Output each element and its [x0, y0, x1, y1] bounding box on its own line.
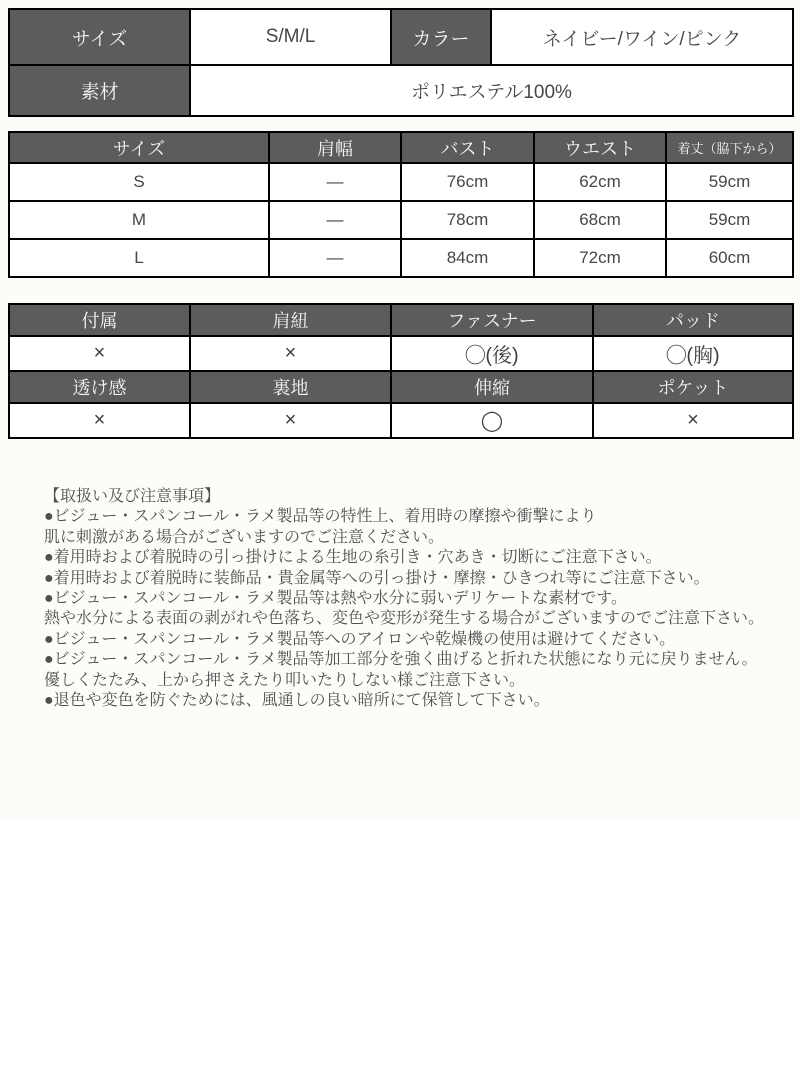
notes-line: ●ビジュー・スパンコール・ラメ製品等加工部分を強く曲げると折れた状態になり元に戻りません。 [44, 651, 758, 669]
bust-cell: 84cm [401, 239, 534, 277]
care-notes-title: 【取扱い及び注意事項】 [44, 488, 221, 505]
size-measurement-table [8, 131, 794, 278]
spec-summary-table [8, 8, 794, 117]
table-row [9, 304, 793, 336]
shoulder-strap-header: 肩紐 [190, 304, 391, 336]
bust-cell: 78cm [401, 201, 534, 239]
size-col-header: サイズ [9, 132, 269, 163]
feature-table [8, 303, 794, 439]
notes-line: ●ビジュー・スパンコール・ラメ製品等へのアイロンや乾燥機の使用は避けてください。 [44, 630, 676, 648]
notes-line: ●退色や変色を防ぐためには、風通しの良い暗所にて保管して下さい。 [44, 692, 550, 710]
length-cell: 59cm [666, 163, 793, 201]
spec-size-value: S/M/L [190, 9, 391, 65]
shoulder-col-header: 肩幅 [269, 132, 401, 163]
notes-line: ●着用時および着脱時に装飾品・貴金属等への引っ掛け・摩擦・ひきつれ等にご注意下さい。 [44, 569, 710, 587]
spec-color-label: カラー [391, 9, 491, 65]
sheerness-value: × [9, 403, 190, 438]
fastener-header: ファスナー [391, 304, 593, 336]
notes-line: 肌に刺激がある場合がございますのでご注意ください。 [44, 528, 445, 546]
spec-size-label: サイズ [9, 9, 190, 65]
notes-line: ●着用時および着脱時の引っ掛けによる生地の糸引き・穴あき・切断にご注意下さい。 [44, 549, 662, 567]
attachment-value: × [9, 336, 190, 371]
spec-color-value: ネイビー/ワイン/ピンク [491, 9, 793, 65]
shoulder-cell: ― [269, 163, 401, 201]
waist-cell: 62cm [534, 163, 666, 201]
size-cell: L [9, 239, 269, 277]
shoulder-cell: ― [269, 201, 401, 239]
stretch-value: ◯ [391, 403, 593, 438]
table-row [9, 239, 793, 277]
table-row [9, 336, 793, 371]
notes-line: ●ビジュー・スパンコール・ラメ製品等の特性上、着用時の摩擦や衝撃により [44, 508, 597, 526]
pad-value: ◯(胸) [593, 336, 793, 371]
care-notes [44, 487, 796, 711]
pocket-header: ポケット [593, 371, 793, 403]
table-row [9, 403, 793, 438]
fastener-value: ◯(後) [391, 336, 593, 371]
length-cell: 60cm [666, 239, 793, 277]
bust-col-header: バスト [401, 132, 534, 163]
size-cell: S [9, 163, 269, 201]
length-col-header: 着丈（脇下から） [666, 132, 793, 163]
pad-header: パッド [593, 304, 793, 336]
pocket-value: × [593, 403, 793, 438]
lining-header: 裏地 [190, 371, 391, 403]
length-cell: 59cm [666, 201, 793, 239]
bust-cell: 76cm [401, 163, 534, 201]
shoulder-cell: ― [269, 239, 401, 277]
sheerness-header: 透け感 [9, 371, 190, 403]
waist-cell: 68cm [534, 201, 666, 239]
table-row [9, 163, 793, 201]
shoulder-strap-value: × [190, 336, 391, 371]
table-row [9, 201, 793, 239]
stretch-header: 伸縮 [391, 371, 593, 403]
lining-value: × [190, 403, 391, 438]
table-row [9, 371, 793, 403]
size-cell: M [9, 201, 269, 239]
waist-cell: 72cm [534, 239, 666, 277]
attachment-header: 付属 [9, 304, 190, 336]
notes-line: 熱や水分による表面の剥がれや色落ち、変色や変形が発生する場合がございますのでご注意下さい。 [44, 610, 765, 628]
spec-material-label: 素材 [9, 65, 190, 116]
notes-line: 優しくたたみ、上から押さえたり叩いたりしない様ご注意下さい。 [44, 671, 525, 689]
waist-col-header: ウエスト [534, 132, 666, 163]
spec-material-value: ポリエステル100% [190, 65, 793, 116]
notes-line: ●ビジュー・スパンコール・ラメ製品等は熱や水分に弱いデリケートな素材です。 [44, 590, 627, 608]
